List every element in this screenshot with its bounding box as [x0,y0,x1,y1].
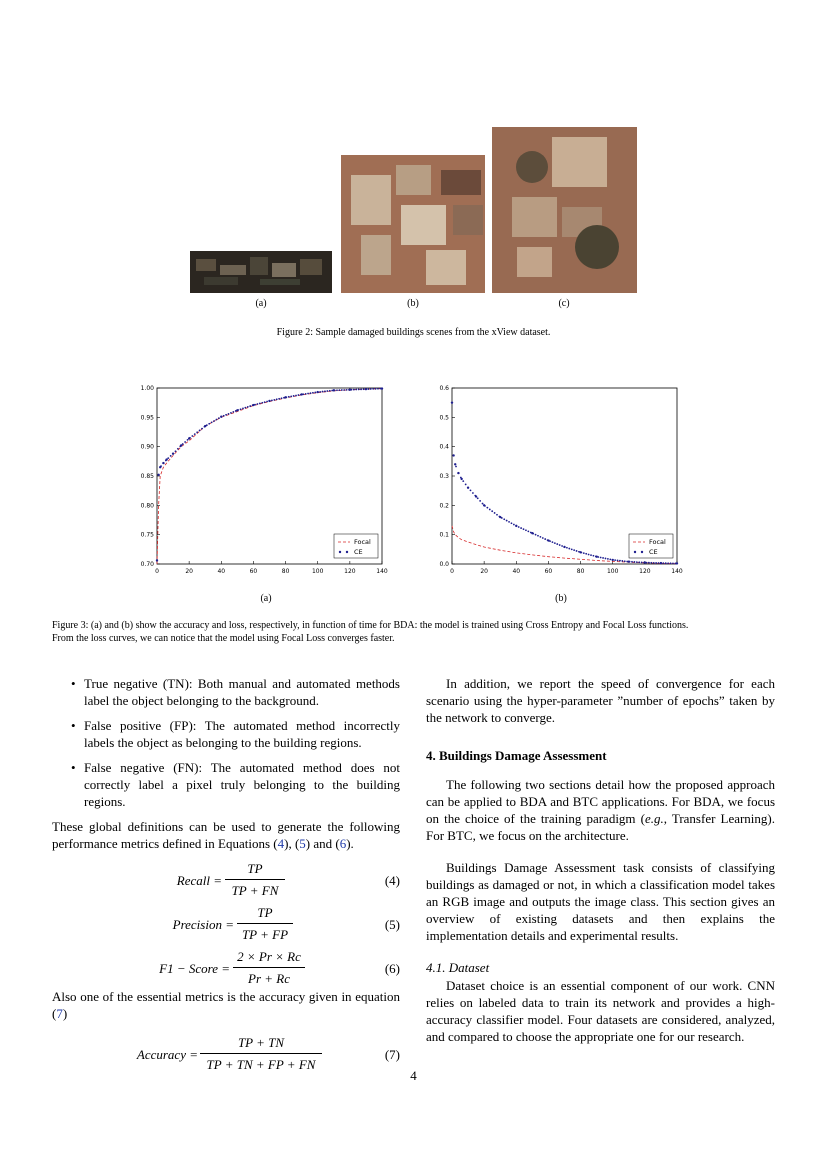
legend-label-focal: Focal [354,538,371,546]
series-point-ce [218,417,220,419]
x-tick-label: 20 [185,568,193,575]
series-point-ce [213,420,215,422]
series-point-ce [254,404,256,406]
series-point-ce [451,401,453,403]
series-point-ce [617,560,619,562]
metrics-intro: These global definitions can be used to generate the following performance metrics defined in Equations (4), (5) and (6). [52,819,400,851]
y-tick-label: 0.1 [439,531,449,539]
series-point-ce [477,497,479,499]
series-point-ce [539,536,541,538]
figure2-caption: Figure 2: Sample damaged buildings scenes from the xView dataset. [276,327,551,338]
series-point-ce [199,430,201,432]
series-point-ce [379,388,381,390]
series-point-ce [377,388,379,390]
series-point-ce [187,439,189,441]
series-point-ce [223,415,225,417]
series-point-ce [252,404,254,406]
series-point-ce [302,393,304,395]
series-point-ce [172,453,174,455]
series-point-ce [585,553,587,555]
series-point-ce [201,428,203,430]
series-point-ce [503,518,505,520]
series-point-ce [206,424,208,426]
equation-recall: Recall = $\frac{TP}{TP + FN}$ (4) [176,861,400,898]
series-point-ce [353,389,355,391]
series-point-ce [646,562,648,564]
series-point-ce [665,562,667,564]
figure2-image-b [341,155,485,293]
series-point-ce [479,500,481,502]
series-point-ce [467,487,469,489]
series-point-ce [273,399,275,401]
series-point-ce [278,398,280,400]
legend-label-focal: Focal [649,538,666,546]
series-point-ce [285,396,287,398]
y-tick-label: 0.4 [439,443,449,451]
series-point-ce [300,394,302,396]
series-point-ce [578,551,580,553]
series-point-ce [298,394,300,396]
series-point-ce [672,562,674,564]
series-point-ce [576,550,578,552]
x-tick-label: 40 [512,568,521,575]
y-tick-label: 0.75 [140,531,154,539]
series-point-ce [564,546,566,548]
series-point-ce [179,445,181,447]
series-point-ce [177,448,179,450]
series-point-ce [508,521,510,523]
eq-ref-7[interactable]: 7 [56,1006,63,1021]
series-point-ce [182,443,184,445]
series-point-ce [636,561,638,563]
series-point-ce [552,541,554,543]
x-tick-label: 120 [344,568,356,575]
loss-chart [425,383,687,578]
series-point-ce [322,391,324,393]
series-point-ce [474,495,476,497]
series-point-ce [264,401,266,403]
series-point-ce [597,556,599,558]
legend-label-ce: CE [649,548,658,556]
x-tick-label: 100 [606,568,619,575]
y-tick-label: 0.5 [439,414,449,422]
series-point-ce [489,509,491,511]
series-point-ce [194,433,196,435]
figure3-caption [52,619,776,645]
section-heading-bda: 4. Buildings Damage Assessment [426,748,607,763]
series-point-ce [211,421,213,423]
series-point-ce [518,526,520,528]
equation-accuracy: Accuracy = $\frac{TP + TN}{TP + TN + FP + FN}$ (7) [136,1035,400,1072]
series-point-ce [249,405,251,407]
equation-f1-score: F1 − Score = $\frac{2 \times Pr \times Rc}{Pr + Rc}$ (6) [159,949,400,986]
series-point-ce [530,532,532,534]
series-point-ce [595,556,597,558]
series-point-ce [614,559,616,561]
accuracy-chart [130,383,392,578]
series-point-ce [266,401,268,403]
series-point-ce [619,560,621,562]
series-point-ce [520,527,522,529]
series-point-ce [244,407,246,409]
series-point-ce [612,559,614,561]
series-point-ce [455,466,457,468]
series-point-ce [351,389,353,391]
series-point-ce [216,419,218,421]
series-point-ce [204,426,206,428]
series-point-ce [331,390,333,392]
page-number: 4 [410,1068,417,1083]
series-point-ce [525,529,527,531]
legend-swatch-ce [346,551,348,553]
x-tick-label: 20 [480,568,488,575]
figure3-caption-line2: From the loss curves, we can notice that the model using Focal Loss converges faster. [52,633,395,644]
series-point-ce [310,392,312,394]
series-point-ce [556,543,558,545]
series-point-ce [544,538,546,540]
bullet-true-negative: • True negative (TN): Both manual and automated methods label the object belonging to the background. [52,675,400,709]
series-point-ce [561,545,563,547]
series-point-ce [375,388,377,390]
definition-list [52,675,400,810]
x-tick-label: 140 [671,568,683,575]
series-point-ce [643,562,645,564]
series-point-ce [208,423,210,425]
series-point-ce [225,414,227,416]
series-point-ce [295,395,297,397]
series-point-ce [580,552,582,554]
y-tick-label: 1.00 [140,385,154,392]
series-point-ce [588,554,590,556]
accuracy-intro: Also one of the essential metrics is the accuracy given in equation (7) [52,989,400,1021]
series-point-ce [660,562,662,564]
series-point-ce [170,455,172,457]
series-point-ce [341,389,343,391]
series-point-ce [319,391,321,393]
subsection-heading-dataset: 4.1. Dataset [426,960,490,975]
series-point-ce [346,389,348,391]
series-point-ce [600,557,602,559]
series-point-ce [240,408,242,410]
y-tick-label: 0.80 [140,502,154,510]
series-point-ce [312,392,314,394]
series-point-ce [554,542,556,544]
series-point-ce [247,406,249,408]
series-point-ce [167,457,169,459]
y-tick-label: 0.0 [439,561,449,568]
left-column [52,675,400,1074]
series-point-ce [281,397,283,399]
series-point-ce [288,396,290,398]
series-point-ce [605,558,607,560]
series-point-ce [470,489,472,491]
series-point-ce [655,562,657,564]
bullet-false-negative: • False negative (FN): The automated method does not correctly label a pixel truly belonging to the building regions. [52,759,400,810]
series-point-ce [276,398,278,400]
y-tick-label: 0.3 [439,473,449,480]
y-tick-label: 0.90 [140,443,154,451]
series-point-ce [462,480,464,482]
figure2-image-a [190,251,332,293]
series-point-ce [358,389,360,391]
series-point-ce [566,547,568,549]
series-point-ce [324,390,326,392]
series-point-ce [499,516,501,518]
series-point-ce [484,505,486,507]
series-point-ce [670,562,672,564]
eq-ref-6[interactable]: 6 [339,836,347,851]
sections-overview-paragraph: The following two sections detail how the proposed approach can be applied to BDA and BTC applications. For BDA, we focus on the choice of the training paradigm (e.g., Transfer Learning). For BTC, we focus on the architecture. [426,777,776,843]
series-point-ce [307,393,309,395]
series-point-ce [232,411,234,413]
series-point-ce [634,561,636,563]
series-point-ce [629,561,631,563]
series-point-ce [257,403,259,405]
series-point-ce [271,399,273,401]
series-point-ce [458,472,460,474]
figure2-label-b: (b) [407,298,419,309]
series-point-ce [230,412,232,414]
series-point-ce [163,462,165,464]
series-point-ce [650,562,652,564]
series-point-ce [523,528,525,530]
series-point-ce [348,389,350,391]
series-point-ce [454,463,456,465]
series-point-ce [465,484,467,486]
y-tick-label: 0.6 [439,385,449,392]
figure3-caption-line1: Figure 3: (a) and (b) show the accuracy and loss, respectively, in function of time for BDA: the model is trained using Cross Entropy and Focal Loss functions. [52,620,689,631]
y-tick-label: 0.85 [140,473,154,480]
y-tick-label: 0.95 [140,414,154,422]
figure2-label-c: (c) [558,298,570,309]
series-point-ce [662,562,664,564]
legend-swatch-ce [339,551,341,553]
legend-label-ce: CE [354,548,363,556]
legend-swatch-ce [641,551,643,553]
series-point-ce [549,540,551,542]
series-point-ce [482,503,484,505]
series-point-ce [602,557,604,559]
series-point-ce [535,534,537,536]
series-point-ce [460,477,462,479]
series-point-ce [607,558,609,560]
series-point-ce [189,437,191,439]
series-point-ce [259,402,261,404]
series-point-ce [339,389,341,391]
series-point-ce [593,555,595,557]
series-point-ce [568,548,570,550]
series-point-ce [571,548,573,550]
series-point-ce [453,455,455,457]
series-point-ce [621,560,623,562]
series-point-ce [513,524,515,526]
x-tick-label: 140 [376,568,388,575]
x-tick-label: 40 [217,568,226,575]
series-point-ce [293,395,295,397]
equation-precision: Precision = $\frac{TP}{TP + FP}$ (5) [172,905,400,942]
series-point-ce [653,562,655,564]
series-point-ce [624,560,626,562]
series-point-ce [175,450,177,452]
series-point-ce [583,552,585,554]
right-column [426,675,775,1045]
series-point-ce [626,561,628,563]
series-point-ce [486,507,488,509]
y-tick-label: 0.2 [439,502,449,510]
series-point-ce [158,474,160,476]
series-point-ce [365,388,367,390]
legend-swatch-ce [634,551,636,553]
series-point-ce [658,562,660,564]
series-point-ce [491,510,493,512]
series-point-ce [196,431,198,433]
bda-task-paragraph: Buildings Damage Assessment task consists of classifying buildings as damaged or not, in which a classification model takes an RGB image and outputs the image class. This section gives an overview of existing datasets and then explains the implementation details and experimental results. [426,860,775,943]
series-point-ce [235,410,237,412]
dataset-paragraph: Dataset choice is an essential component of our work. CNN relies on labeled data to train its network and provides a high-accuracy classifier model. Four datasets are considered, analyzed, and compared to choose the appropriate one for our research. [426,978,775,1044]
series-point-ce [191,435,193,437]
series-point-ce [165,460,167,462]
bullet-false-positive: • False positive (FP): The automated method incorrectly labels the object as belonging to the building regions. [52,717,400,751]
series-point-ce [156,559,158,561]
series-point-ce [290,395,292,397]
series-point-ce [363,388,365,390]
series-point-ce [184,441,186,443]
series-point-ce [261,402,263,404]
series-point-ce [326,390,328,392]
series-point-ce [638,561,640,563]
x-tick-label: 0 [450,568,454,575]
series-point-ce [527,530,529,532]
convergence-paragraph: In addition, we report the speed of convergence for each scenario using the hyper-parameter ”number of epochs” taken by the network to converge. [426,676,775,725]
series-point-ce [355,389,357,391]
x-tick-label: 60 [249,568,258,575]
series-point-ce [631,561,633,563]
x-tick-label: 80 [576,568,585,575]
series-point-ce [360,388,362,390]
eq-ref-4[interactable]: 4 [277,836,285,851]
series-point-ce [511,522,513,524]
x-tick-label: 80 [281,568,290,575]
series-point-ce [494,512,496,514]
series-point-ce [220,416,222,418]
series-point-ce [314,392,316,394]
series-point-ce [674,562,676,564]
series-point-ce [542,537,544,539]
series-point-ce [472,492,474,494]
y-tick-label: 0.70 [140,561,154,568]
figure3-label-b: (b) [555,593,567,604]
series-point-ce [329,390,331,392]
series-point-ce [367,388,369,390]
series-point-ce [590,554,592,556]
figure3-label-a: (a) [260,593,272,604]
series-point-ce [506,520,508,522]
eq-ref-5[interactable]: 5 [299,836,306,851]
x-tick-label: 60 [544,568,553,575]
series-point-ce [228,413,230,415]
series-point-ce [305,393,307,395]
series-point-ce [343,389,345,391]
series-point-ce [641,561,643,563]
series-point-ce [501,517,503,519]
series-point-ce [334,389,336,391]
series-point-ce [160,465,162,467]
series-point-ce [496,514,498,516]
series-point-ce [317,391,319,393]
series-point-ce [336,389,338,391]
figure2-label-a: (a) [255,298,267,309]
x-tick-label: 100 [311,568,324,575]
series-point-ce [237,409,239,411]
figure2-image-c [492,127,637,293]
x-tick-label: 0 [155,568,159,575]
series-point-ce [537,535,539,537]
series-point-ce [667,562,669,564]
series-point-ce [547,539,549,541]
series-point-ce [283,397,285,399]
x-tick-label: 120 [639,568,651,575]
series-point-ce [559,544,561,546]
series-point-ce [573,549,575,551]
series-point-ce [515,525,517,527]
series-point-ce [609,559,611,561]
series-point-ce [242,408,244,410]
series-point-ce [370,388,372,390]
series-point-ce [372,388,374,390]
series-point-ce [648,562,650,564]
series-point-ce [269,400,271,402]
series-point-ce [532,533,534,535]
